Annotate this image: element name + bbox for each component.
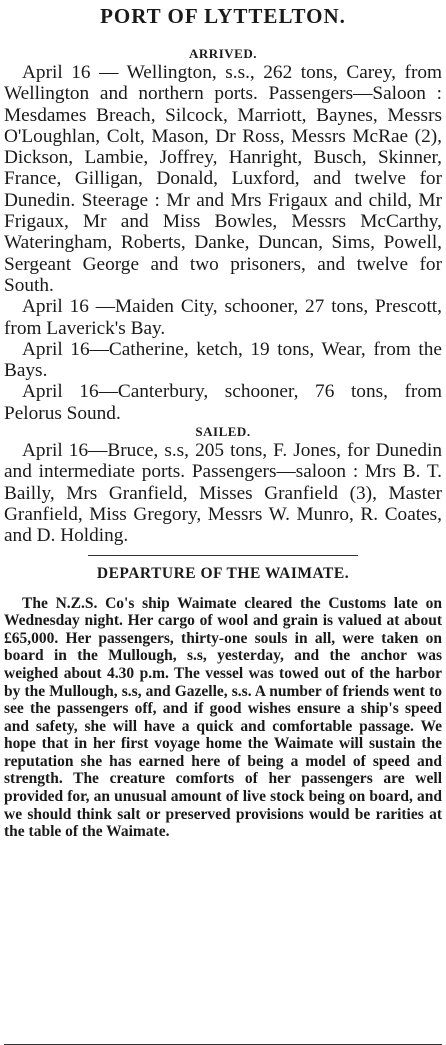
arrival-entry-catherine: April 16—Catherine, ketch, 19 tons, Wear, from the Bays. xyxy=(4,338,442,382)
arrival-entry-maiden-city: April 16 —Maiden City, schooner, 27 tons, Prescott, from Laverick's Bay. xyxy=(4,296,442,339)
arrived-heading: ARRIVED. xyxy=(189,46,257,61)
sailed-entry-bruce: April 16—Bruce, s.s, 205 tons, F. Jones, for Dunedin and intermediate ports. Passengers—saloon : Mrs B. T. Bailly, Mrs Granfield, Misses Granfield (3), Master Granfield, Miss Gregory, Messrs W. Munro, R. Coates, and D. Holding. xyxy=(4,440,442,547)
section-divider xyxy=(88,555,358,556)
arrival-entry-wellington: April 16 — Wellington, s.s., 262 tons, Carey, from Wellington and northern ports. Passengers—Saloon : Mesdames Breach, Silcock, Marriott, Baynes, Messrs O'Loughlan, Colt, Mason, Dr Ross, Messrs McRae (2), Dickson, Lambie, Joffrey, Hanright, Busch, Skinner, France, Gilligan, Donald, Luxford, and twelve for Dunedin. Steerage : Mr and Mrs Frigaux and child, Mr Frigaux, Mr and Miss Bowles, Messrs McCarthy, Wateringham, Roberts, Danke, Duncan, Sims, Powell, Sergeant George and two prisoners, and twelve for South. xyxy=(4,62,442,296)
section-title-port-of-lyttelton: PORT OF LYTTELTON. xyxy=(100,4,346,28)
departure-article-body: The N.Z.S. Co's ship Waimate cleared the Customs late on Wednesday night. Her cargo of wool and grain is valued at about £65,000. Her passengers, thirty-one souls in all, were taken on board in the Mullough, s.s, yesterday, and the anchor was weighed about 4.30 p.m. The vessel was towed out of the harbor by the Mullough, s.s, and Gazelle, s.s. A number of friends went to see the passengers off, and if good wishes ensure a ship's speed and safety, she will have a quick and comfortable passage. We hope that in her first voyage home the Waimate will sustain the reputation she has earned here of being a model of speed and strength. The creature comforts of her passengers are well provided for, an unusual amount of live stock being on board, and we should think salt or preserved provisions would be rarities at the table of the Waimate. xyxy=(4,594,442,841)
section-title-departure-of-the-waimate: DEPARTURE OF THE WAIMATE. xyxy=(96,564,350,582)
arrival-entry-canterbury: April 16—Canterbury, schooner, 76 tons, from Pelorus Sound. xyxy=(4,381,442,424)
sailed-heading: SAILED. xyxy=(195,424,251,440)
